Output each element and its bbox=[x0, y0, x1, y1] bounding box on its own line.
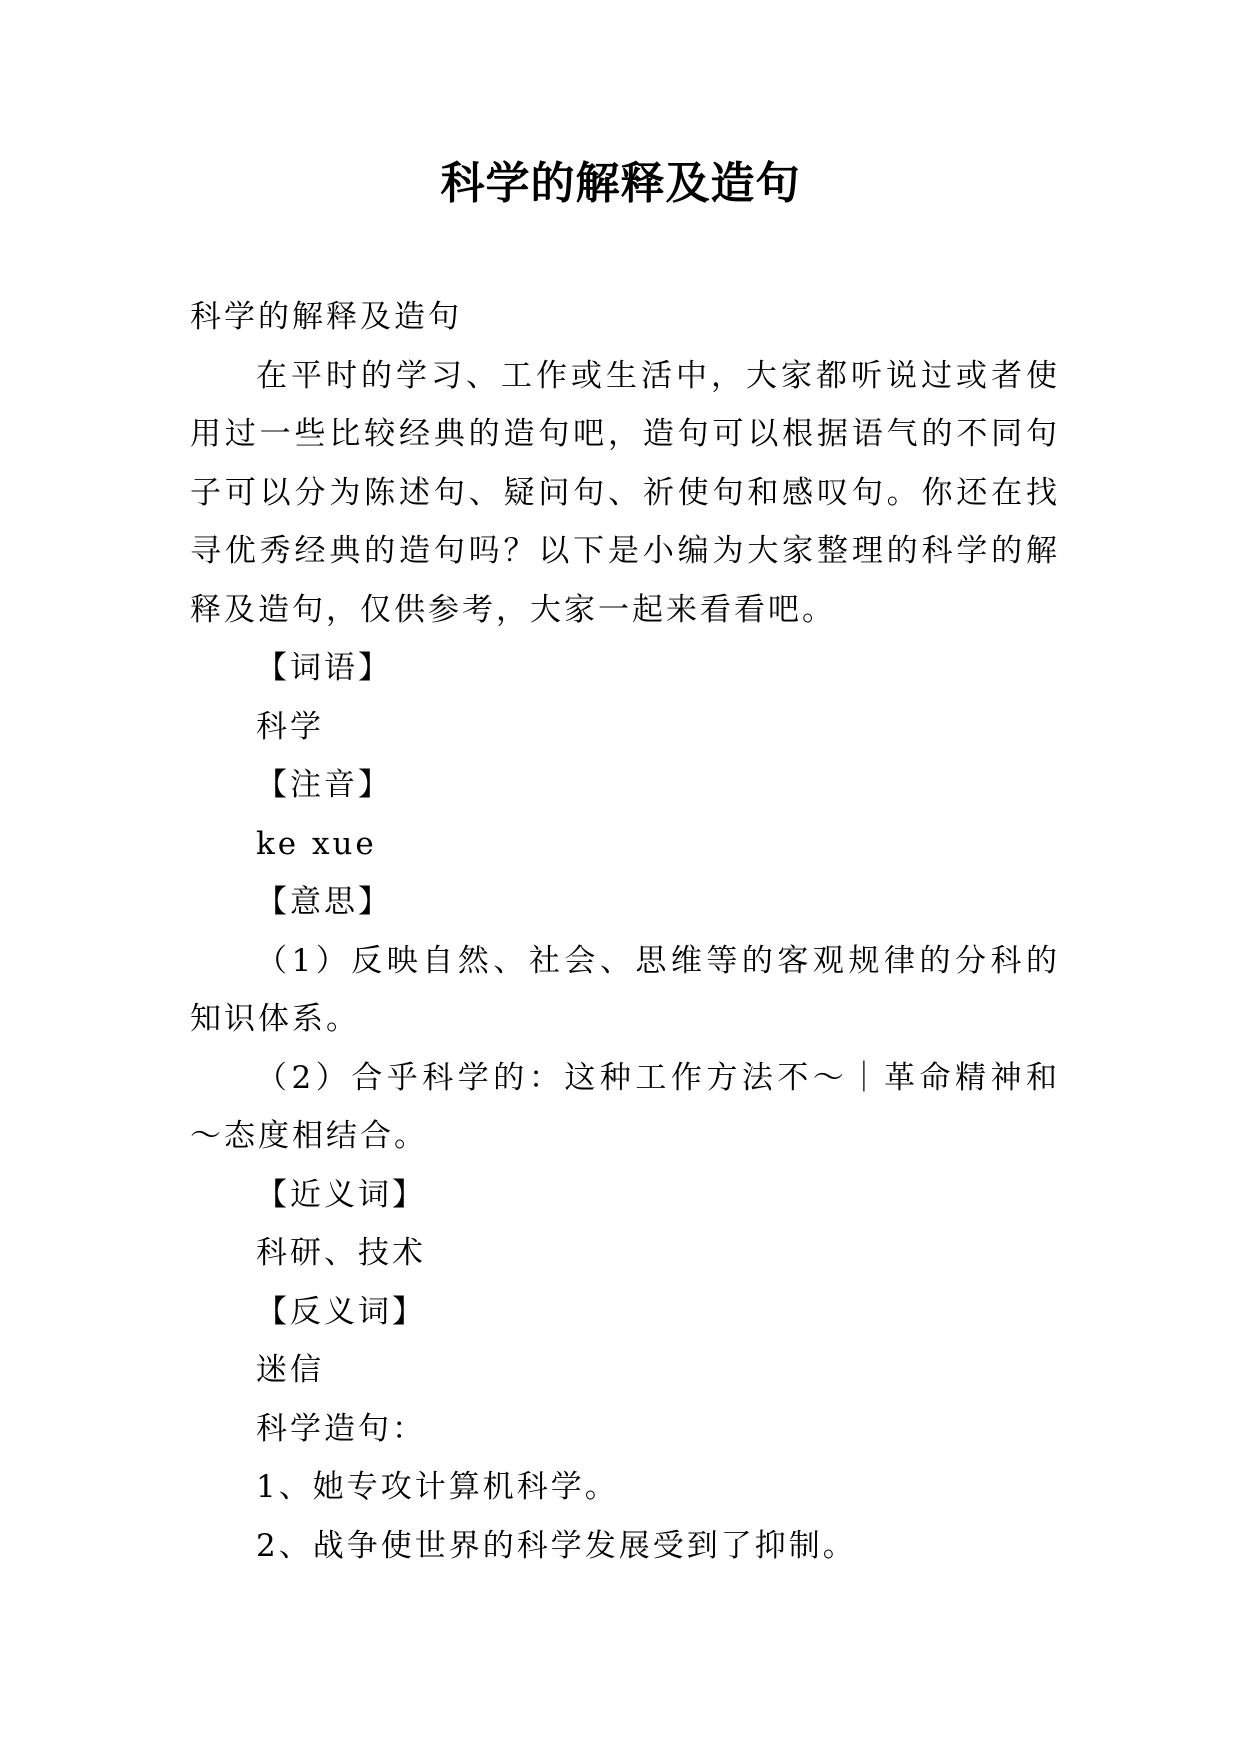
document-title: 科学的解释及造句 bbox=[440, 158, 801, 209]
synonym-value: 科研、技术 bbox=[256, 1235, 426, 1271]
pinyin-heading: 【注音】 bbox=[256, 767, 392, 803]
subtitle-line: 科学的解释及造句 bbox=[190, 299, 462, 335]
word-heading: 【词语】 bbox=[256, 650, 392, 686]
intro-paragraph: 在平时的学习、工作或生活中，大家都听说过或者使用过一些比较经典的造句吧，造句可以根据语气的不同句子可以分为陈述句、疑问句、祈使句和感叹句。你还在找寻优秀经典的造句吗？以下是小编为大家整理的科学的解释及造句，仅供参考，大家一起来看看吧。 bbox=[190, 357, 1060, 628]
antonym-value: 迷信 bbox=[256, 1352, 324, 1388]
meaning-heading: 【意思】 bbox=[256, 884, 392, 920]
meaning-item-2: （2）合乎科学的：这种工作方法不～｜革命精神和～态度相结合。 bbox=[190, 1059, 1060, 1154]
pinyin-value: ke xue bbox=[256, 825, 377, 862]
word-value: 科学 bbox=[256, 708, 324, 745]
antonym-heading: 【反义词】 bbox=[256, 1293, 426, 1330]
meaning-item-1: （1）反映自然、社会、思维等的客观规律的分科的知识体系。 bbox=[190, 942, 1060, 1037]
document-body bbox=[190, 288, 1060, 1575]
example-sentence: 2、战争使世界的科学发展受到了抑制。 bbox=[256, 1527, 857, 1564]
examples-heading: 科学造句： bbox=[256, 1410, 426, 1447]
synonym-heading: 【近义词】 bbox=[256, 1176, 426, 1213]
example-sentence: 1、她专攻计算机科学。 bbox=[256, 1469, 619, 1505]
